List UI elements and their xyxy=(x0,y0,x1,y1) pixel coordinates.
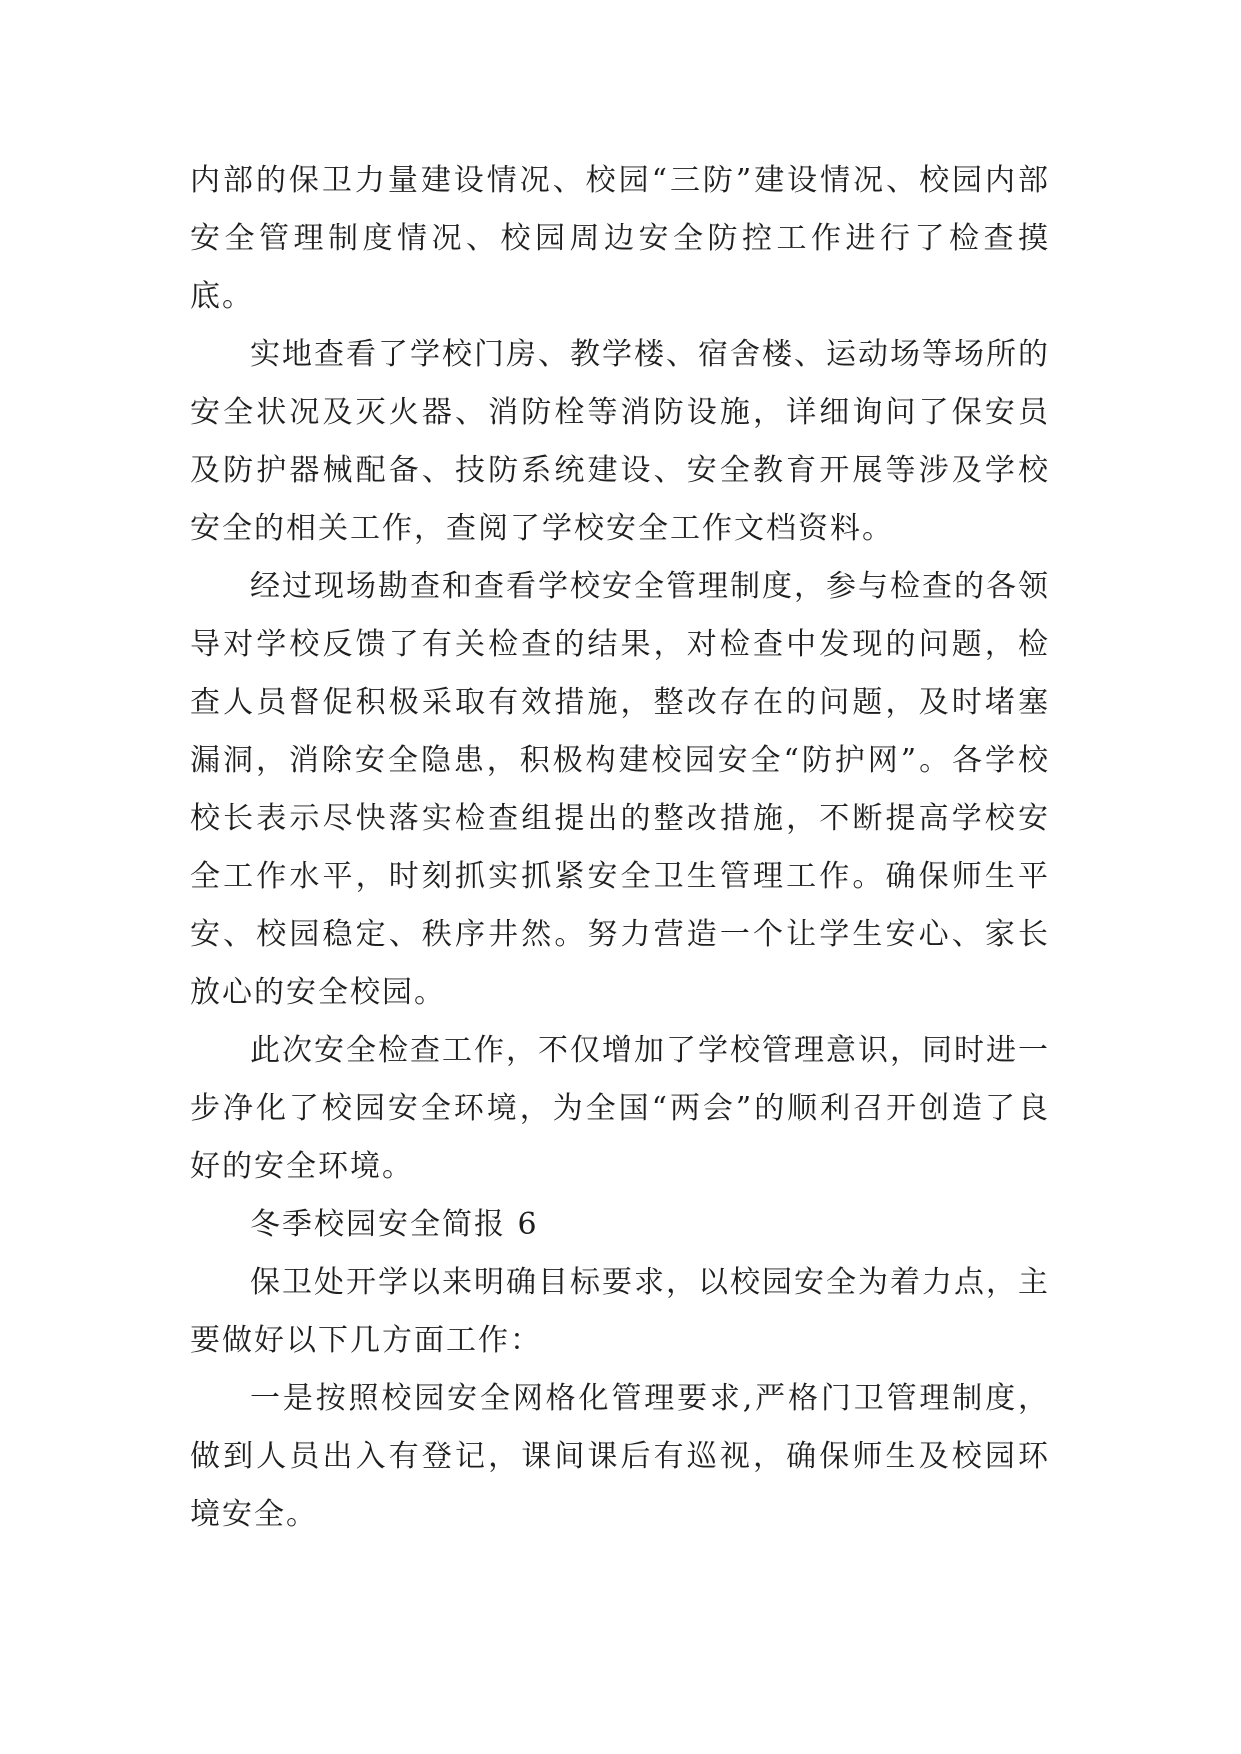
document-body xyxy=(190,152,1050,1544)
section-heading: 冬季校园安全简报 6 xyxy=(250,1207,539,1242)
paragraph-feedback: 经过现场勘查和查看学校安全管理制度，参与检查的各领导对学校反馈了有关检查的结果，对检查中发现的问题，检查人员督促积极采取有效措施，整改存在的问题，及时堵塞漏洞，消除安全隐患，积极构建校园安全“防护网”。各学校校长表示尽快落实检查组提出的整改措施，不断提高学校安全工作水平，时刻抓实抓紧安全卫生管理工作。确保师生平安、校园稳定、秩序井然。努力营造一个让学生安心、家长放心的安全校园。 xyxy=(190,569,1050,1010)
paragraph-intro: 保卫处开学以来明确目标要求，以校园安全为着力点，主要做好以下几方面工作： xyxy=(190,1265,1050,1358)
paragraph-continued: 内部的保卫力量建设情况、校园“三防”建设情况、校园内部安全管理制度情况、校园周边安全防控工作进行了检查摸底。 xyxy=(190,163,1050,314)
paragraph-item-one: 一是按照校园安全网格化管理要求,严格门卫管理制度，做到人员出入有登记，课间课后有巡视，确保师生及校园环境安全。 xyxy=(190,1381,1050,1532)
paragraph-summary: 此次安全检查工作，不仅增加了学校管理意识，同时进一步净化了校园安全环境，为全国“两会”的顺利召开创造了良好的安全环境。 xyxy=(190,1033,1050,1184)
paragraph-site-inspection: 实地查看了学校门房、教学楼、宿舍楼、运动场等场所的安全状况及灭火器、消防栓等消防设施，详细询问了保安员及防护器械配备、技防系统建设、安全教育开展等涉及学校安全的相关工作，查阅了学校安全工作文档资料。 xyxy=(190,337,1050,546)
